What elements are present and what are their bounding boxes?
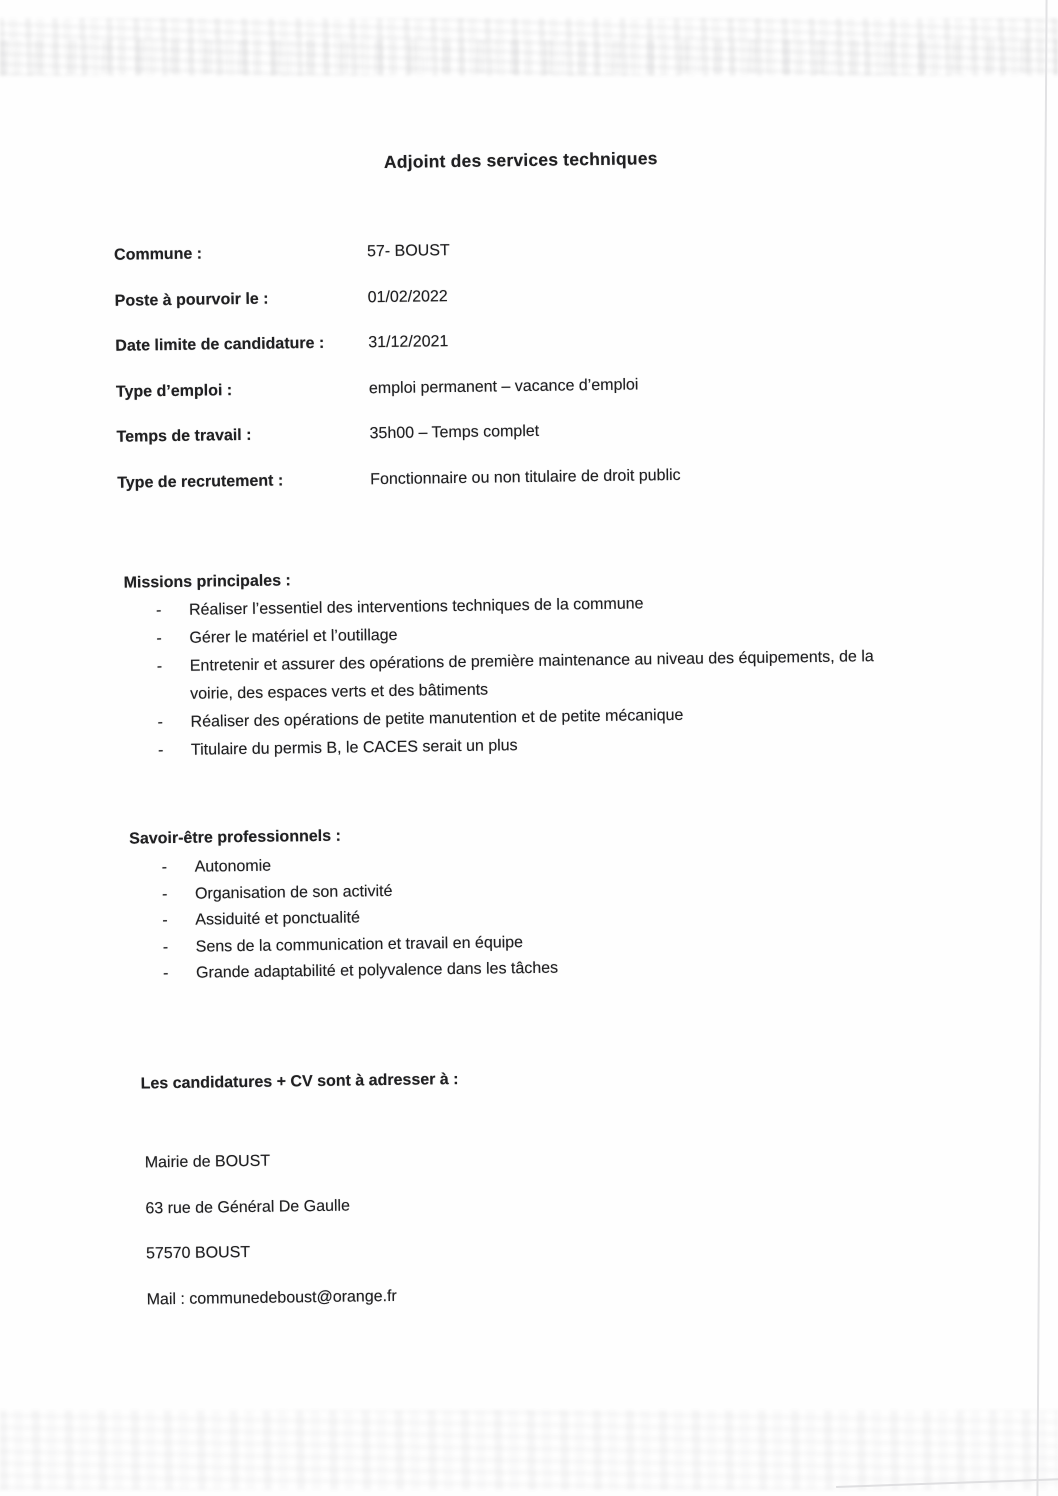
field-row-temps-travail — [117, 421, 681, 474]
field-row-poste-a-pourvoir — [115, 284, 679, 337]
savoir-etre-list — [161, 845, 863, 987]
field-label: Date limite de candidature : — [115, 334, 325, 355]
field-row-type-recrutement — [117, 466, 681, 519]
field-label: Temps de travail : — [116, 426, 252, 446]
page-title: Adjoint des services techniques — [383, 147, 658, 172]
list-item: - Organisation de son activité — [162, 872, 862, 908]
field-value: 35h00 – Temps complet — [369, 422, 540, 443]
missions-list — [156, 587, 918, 766]
field-label: Poste à pourvoir le : — [114, 290, 269, 310]
list-item: - Grande adaptabilité et polyvalence dans les tâches — [163, 951, 863, 987]
field-value: 57- BOUST — [366, 242, 450, 261]
list-item: - Sens de la communication et travail en équipe — [163, 925, 863, 961]
address-line-city: 57570 BOUST — [145, 1243, 251, 1263]
missions-heading: Missions principales : — [123, 572, 291, 592]
field-label: Type d’emploi : — [115, 381, 233, 401]
field-row-type-emploi — [116, 375, 680, 428]
field-row-date-limite — [115, 330, 679, 383]
address-line-street: 63 rue de Général De Gaulle — [145, 1197, 351, 1217]
field-value: 31/12/2021 — [368, 333, 449, 352]
job-metadata — [114, 239, 681, 520]
list-item: - Entretenir et assurer des opérations de première maintenance au niveau des équipements, de la voirie, des espaces verts et des bâtiments — [157, 643, 918, 710]
list-item: - Titulaire du permis B, le CACES serait un plus — [158, 727, 918, 766]
address-line-organization: Mairie de BOUST — [144, 1152, 271, 1172]
contact-heading: Les candidatures + CV sont à adresser à : — [140, 1071, 459, 1093]
contact-address-block — [145, 1150, 398, 1335]
field-value: emploi permanent – vacance d’emploi — [368, 375, 639, 397]
field-value: Fonctionnaire ou non titulaire de droit public — [370, 466, 681, 488]
field-label: Type de recrutement : — [117, 471, 284, 492]
list-item: - Gérer le matériel et l’outillage — [156, 615, 916, 654]
address-line-email: Mail : communedeboust@orange.fr — [146, 1287, 397, 1308]
field-value: 01/02/2022 — [367, 287, 448, 306]
list-item: - Autonomie — [161, 845, 861, 881]
list-item: - Réaliser des opérations de petite manutention et de petite mécanique — [157, 699, 917, 738]
list-item: - Réaliser l’essentiel des interventions techniques de la commune — [156, 587, 916, 626]
savoir-etre-heading: Savoir-être professionnels : — [129, 827, 341, 848]
field-label: Commune : — [113, 245, 203, 264]
field-row-commune — [114, 239, 678, 292]
list-item: - Assiduité et ponctualité — [162, 898, 862, 934]
